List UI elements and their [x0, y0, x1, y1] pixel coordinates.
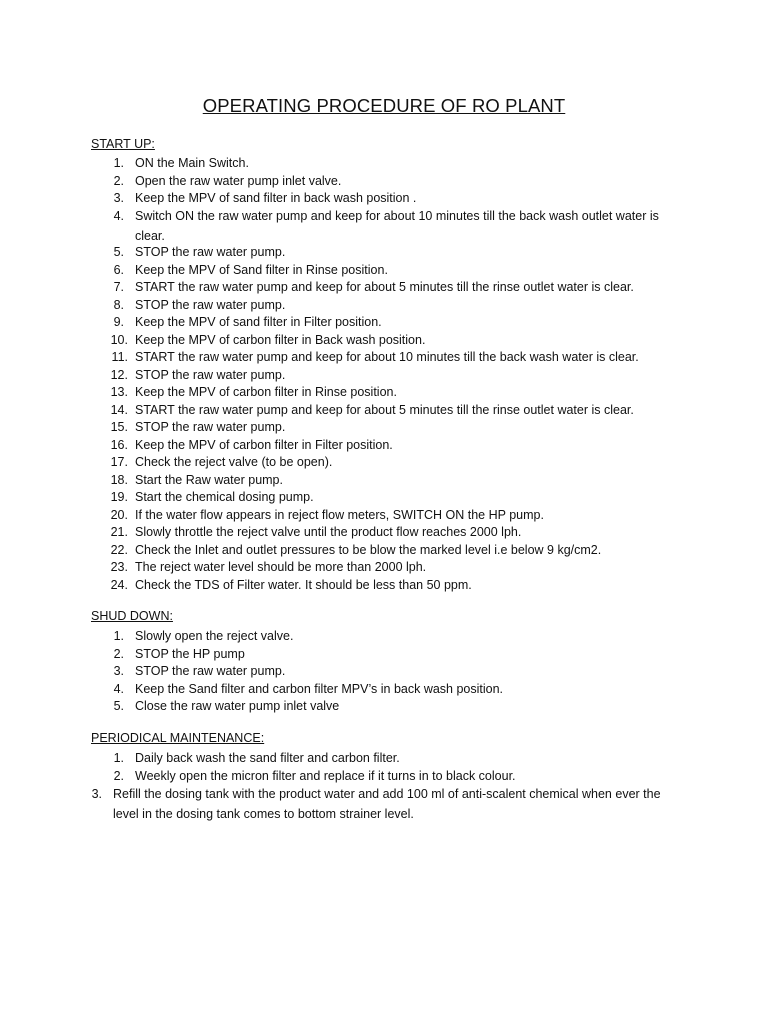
item-number: 13. [110, 385, 128, 399]
item-number: 2. [113, 646, 124, 661]
item-text: STOP the raw water pump. [135, 297, 286, 312]
start-up-heading: START UP: [91, 137, 155, 151]
item-number: 6. [113, 262, 124, 277]
item-number: 9. [113, 315, 124, 329]
item-text: Weekly open the micron filter and replace if it turns in to black colour. [135, 768, 516, 783]
item-number: 1. [113, 751, 124, 765]
item-text: Keep the MPV of carbon filter in Rinse position. [135, 385, 397, 399]
item-number: 2. [113, 768, 124, 783]
item-text: Start the Raw water pump. [135, 472, 283, 487]
item-number: 16. [110, 437, 128, 452]
item-number: 19. [110, 490, 128, 504]
item-number: 14. [110, 402, 128, 417]
item-text: If the water flow appears in reject flow meters, SWITCH ON the HP pump. [135, 507, 544, 522]
item-text: STOP the raw water pump. [135, 664, 286, 678]
item-number: 21. [110, 525, 128, 539]
item-text: START the raw water pump and keep for about 5 minutes till the rinse outlet water is clear. [135, 402, 634, 417]
item-text: ON the Main Switch. [135, 156, 249, 170]
item-text: START the raw water pump and keep for about 10 minutes till the back wash water is clear. [135, 350, 639, 364]
item-number: 10. [110, 332, 128, 347]
item-number: 20. [110, 507, 128, 522]
item-text: Switch ON the raw water pump and keep for about 10 minutes till the back wash outlet water is clear. [135, 208, 659, 243]
item-number: 2. [113, 173, 124, 188]
item-text: Keep the MPV of sand filter in back wash position . [135, 191, 417, 205]
item-text: Keep the MPV of carbon filter in Back wash position. [135, 332, 426, 347]
document-title: OPERATING PROCEDURE OF RO PLANT [202, 95, 566, 116]
item-text: Daily back wash the sand filter and carbon filter. [135, 751, 400, 765]
item-number: 3. [113, 191, 124, 205]
item-number: 4. [113, 681, 124, 696]
item-text: STOP the raw water pump. [135, 245, 286, 259]
item-text: STOP the raw water pump. [135, 420, 286, 434]
item-text: Keep the MPV of carbon filter in Filter position. [135, 437, 393, 452]
item-number: 3. [91, 787, 102, 801]
shut-down-heading: SHUD DOWN: [91, 609, 173, 623]
item-number: 11. [111, 350, 128, 364]
item-text: Refill the dosing tank with the product water and add 100 ml of anti-scalent chemical when ever the level in the dosing tank comes to bottom strainer level. [113, 787, 661, 821]
item-text: Keep the MPV of Sand filter in Rinse position. [135, 262, 388, 277]
item-number: 23. [110, 560, 128, 574]
item-text: Close the raw water pump inlet valve [135, 699, 340, 713]
item-number: 22. [110, 542, 128, 557]
item-text: Keep the Sand filter and carbon filter MPV’s in back wash position. [135, 681, 504, 696]
item-number: 1. [113, 156, 124, 170]
item-text: START the raw water pump and keep for about 5 minutes till the rinse outlet water is clear. [135, 280, 634, 294]
item-text: Slowly open the reject valve. [135, 629, 294, 643]
item-number: 7. [113, 280, 124, 294]
item-number: 1. [113, 629, 124, 643]
item-number: 3. [113, 664, 124, 678]
periodical-maintenance-heading: PERIODICAL MAINTENANCE: [91, 731, 265, 745]
item-text: The reject water level should be more than 2000 lph. [135, 560, 427, 574]
item-number: 12. [110, 367, 128, 382]
item-text: STOP the HP pump [135, 646, 245, 661]
item-text: Check the reject valve (to be open). [135, 455, 333, 469]
item-number: 17. [110, 455, 128, 469]
item-text: Check the TDS of Filter water. It should be less than 50 ppm. [135, 577, 472, 592]
item-number: 8. [113, 297, 124, 312]
item-text: Start the chemical dosing pump. [135, 490, 314, 504]
item-number: 5. [113, 699, 124, 713]
item-number: 15. [110, 420, 128, 434]
item-text: Keep the MPV of sand filter in Filter position. [135, 315, 382, 329]
item-text: Slowly throttle the reject valve until the product flow reaches 2000 lph. [135, 525, 522, 539]
item-number: 5. [113, 245, 124, 259]
item-text: Open the raw water pump inlet valve. [135, 173, 342, 188]
item-text: Check the Inlet and outlet pressures to be blow the marked level i.e below 9 kg/cm2. [135, 542, 602, 557]
item-number: 18. [110, 472, 128, 487]
item-number: 24. [110, 577, 128, 592]
item-text: STOP the raw water pump. [135, 367, 286, 382]
item-number: 4. [113, 208, 124, 223]
